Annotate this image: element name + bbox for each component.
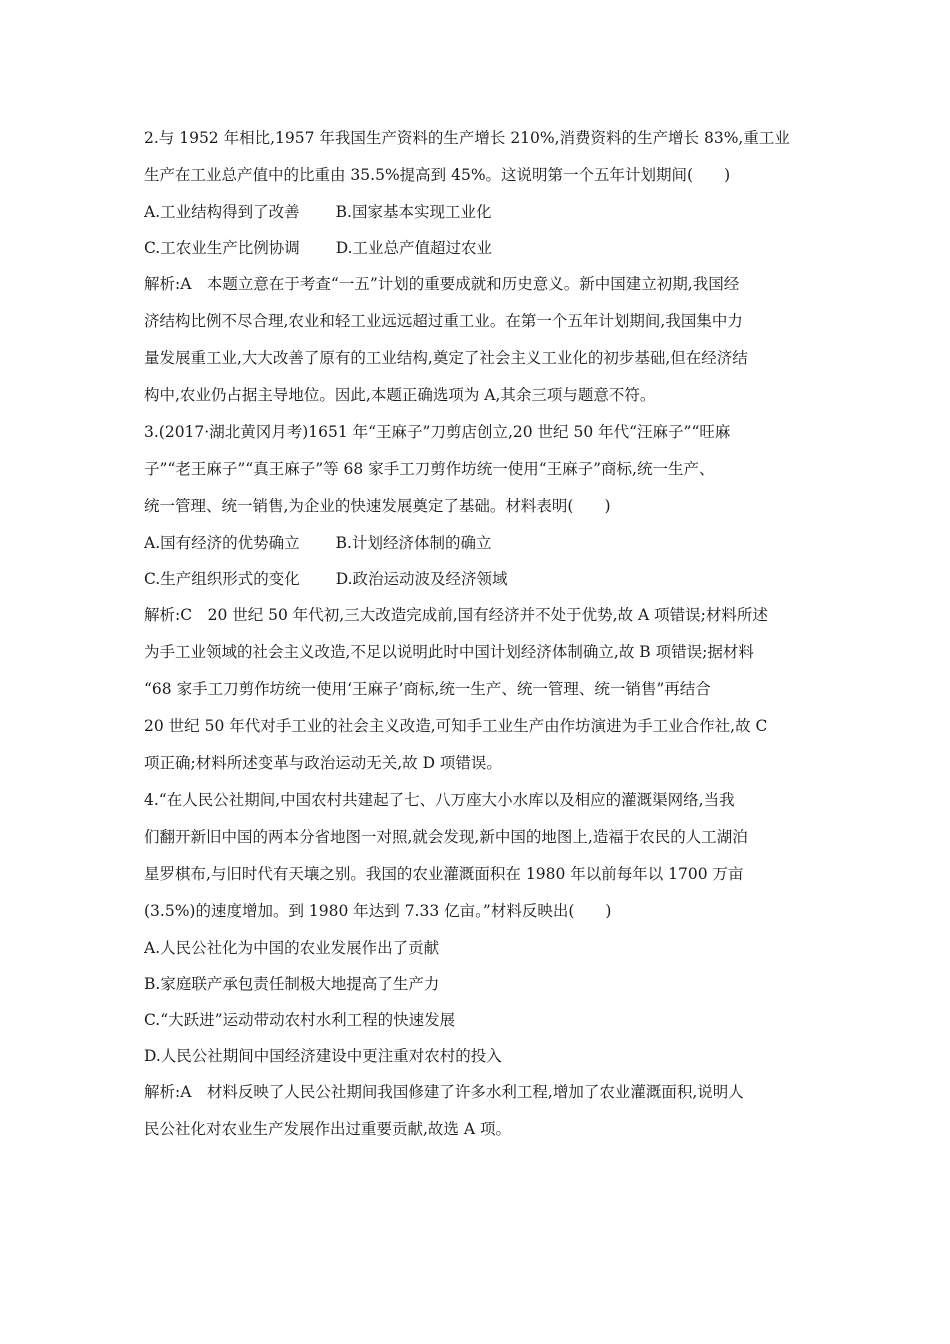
question-stem-line: 子”“老王麻子”“真王麻子”等 68 家手工刀剪作坊统一使用“王麻子”商标,统一生产、 xyxy=(144,460,715,478)
analysis-line: 解析:A 本题立意在于考查“一五”计划的重要成就和历史意义。新中国建立初期,我国经 xyxy=(144,275,740,293)
option-row xyxy=(144,230,809,266)
option-b: B.家庭联产承包责任制极大地提高了生产力 xyxy=(144,975,440,993)
question-stem-line: 生产在工业总产值中的比重由 35.5%提高到 45%。这说明第一个五年计划期间( ) xyxy=(144,166,731,184)
analysis-line: 民公社化对农业生产发展作出过重要贡献,故选 A 项。 xyxy=(144,1120,511,1138)
option-row xyxy=(144,525,809,561)
question-stem-line: 们翻开新旧中国的两本分省地图一对照,就会发现,新中国的地图上,造福于农民的人工湖泊 xyxy=(144,828,748,846)
analysis-line: 为手工业领域的社会主义改造,不足以说明此时中国计划经济体制确立,故 B 项错误;据材料 xyxy=(144,643,754,661)
analysis-line: 解析:C 20 世纪 50 年代初,三大改造完成前,国有经济并不处于优势,故 A 项错误;材料所述 xyxy=(144,606,768,624)
analysis-line: 20 世纪 50 年代对手工业的社会主义改造,可知手工业生产由作坊演进为手工业合作社,故 C xyxy=(144,717,768,735)
question-stem-line: 2.与 1952 年相比,1957 年我国生产资料的生产增长 210%,消费资料的生产增长 83%,重工业 xyxy=(144,129,790,147)
question-4 xyxy=(144,782,809,1148)
option-d: D.工业总产值超过农业 xyxy=(335,239,493,257)
analysis-line: 解析:A 材料反映了人民公社期间我国修建了许多水利工程,增加了农业灌溉面积,说明人 xyxy=(144,1083,744,1101)
option-a: A.工业结构得到了改善 xyxy=(144,203,300,221)
option-c: C.生产组织形式的变化 xyxy=(144,570,300,588)
analysis-line: 构中,农业仍占据主导地位。因此,本题正确选项为 A,其余三项与题意不符。 xyxy=(144,386,656,404)
question-stem-line: 统一管理、统一销售,为企业的快速发展奠定了基础。材料表明( ) xyxy=(144,497,611,515)
option-row xyxy=(144,194,809,230)
question-stem-line: (3.5%)的速度增加。到 1980 年达到 7.33 亿亩。”材料反映出( ) xyxy=(144,902,612,920)
option-b: B.计划经济体制的确立 xyxy=(335,534,492,552)
document-page xyxy=(144,120,809,1148)
analysis-line: 量发展重工业,大大改善了原有的工业结构,奠定了社会主义工业化的初步基础,但在经济结 xyxy=(144,349,748,367)
option-b: B.国家基本实现工业化 xyxy=(335,203,492,221)
question-stem-line: 星罗棋布,与旧时代有天壤之别。我国的农业灌溉面积在 1980 年以前每年以 1700 万亩 xyxy=(144,865,744,883)
option-row xyxy=(144,561,809,597)
analysis-line: 项正确;材料所述变革与政治运动无关,故 D 项错误。 xyxy=(144,754,502,772)
option-d: D.政治运动波及经济领域 xyxy=(335,570,508,588)
question-stem-line: 3.(2017·湖北黄冈月考)1651 年“王麻子”刀剪店创立,20 世纪 50 年代“汪麻子”“旺麻 xyxy=(144,423,731,441)
option-c: C.“大跃进”运动带动农村水利工程的快速发展 xyxy=(144,1011,456,1029)
option-a: A.国有经济的优势确立 xyxy=(144,534,300,552)
analysis-line: 济结构比例不尽合理,农业和轻工业远远超过重工业。在第一个五年计划期间,我国集中力 xyxy=(144,312,743,330)
question-3 xyxy=(144,414,809,782)
option-d: D.人民公社期间中国经济建设中更注重对农村的投入 xyxy=(144,1047,502,1065)
analysis-line: “68 家手工刀剪作坊统一使用‘王麻子’商标,统一生产、统一管理、统一销售”再结合 xyxy=(144,680,711,698)
option-c: C.工农业生产比例协调 xyxy=(144,239,300,257)
question-stem-line: 4.“在人民公社期间,中国农村共建起了七、八万座大小水库以及相应的灌溉渠网络,当我 xyxy=(144,791,735,809)
question-2 xyxy=(144,120,809,414)
option-a: A.人民公社化为中国的农业发展作出了贡献 xyxy=(144,939,440,957)
